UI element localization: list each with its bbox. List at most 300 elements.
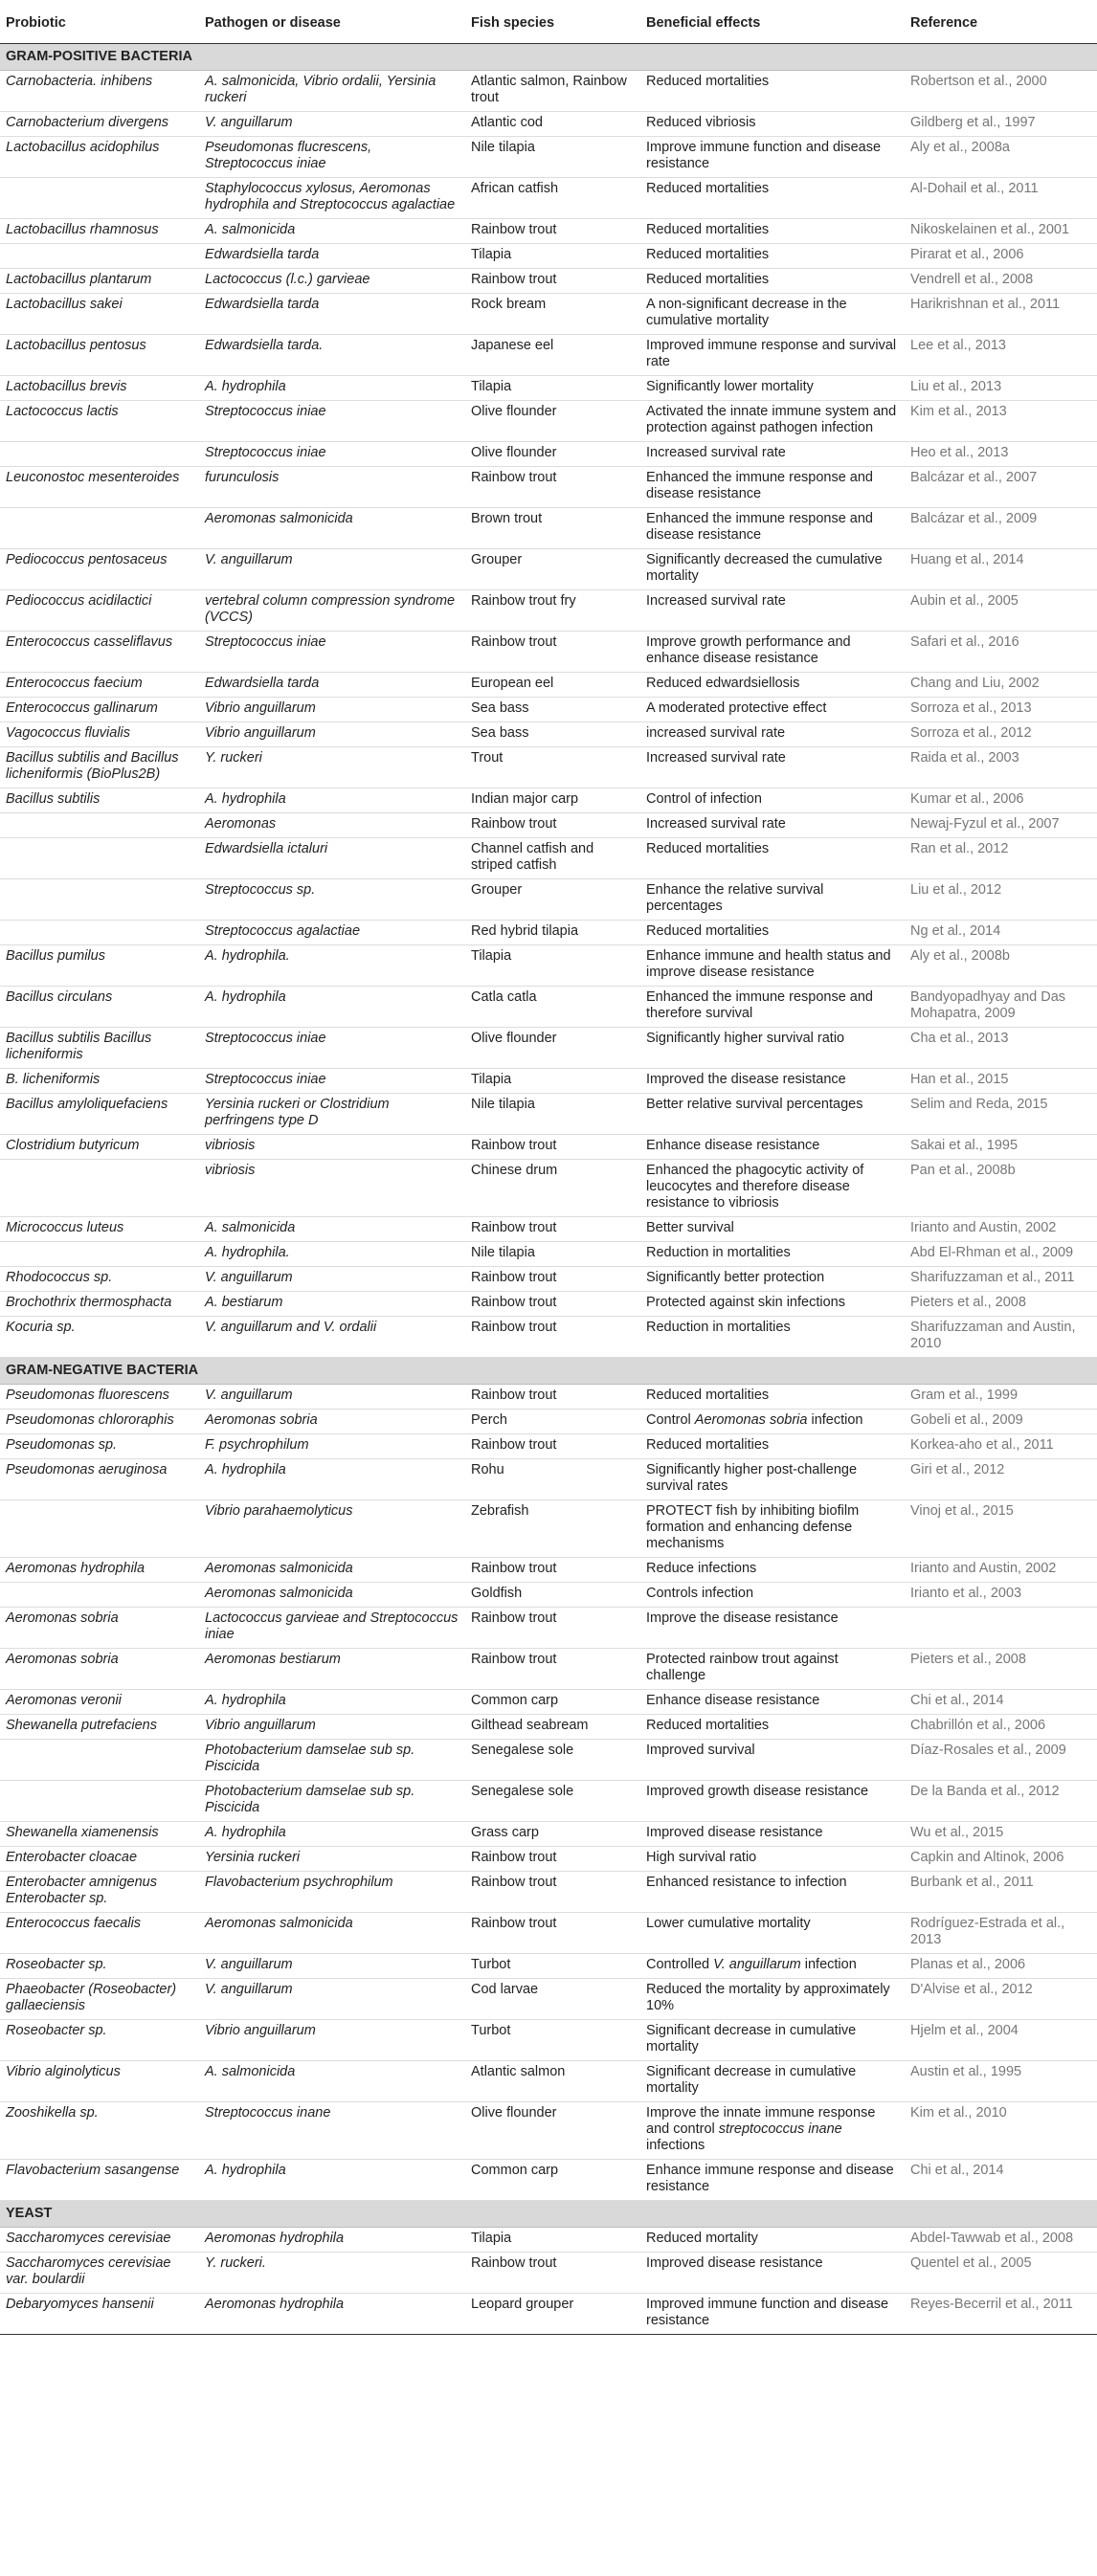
beneficial-effect-cell: Reduced mortalities — [640, 838, 905, 879]
beneficial-effect-cell — [640, 1410, 905, 1434]
probiotic-cell: Enterococcus casseliflavus — [0, 632, 199, 673]
probiotic-cell: Lactobacillus plantarum — [0, 269, 199, 294]
fish-species-cell: Rainbow trout — [465, 1872, 640, 1913]
reference-cell: Huang et al., 2014 — [905, 549, 1097, 590]
table-row — [0, 921, 1097, 945]
reference-cell: Kim et al., 2010 — [905, 2102, 1097, 2160]
probiotic-cell: Saccharomyces cerevisiae — [0, 2228, 199, 2253]
fish-species-cell: Rainbow trout — [465, 1847, 640, 1872]
beneficial-effect-cell: increased survival rate — [640, 722, 905, 747]
beneficial-effect-cell: Improved survival — [640, 1740, 905, 1781]
probiotic-cell: Pseudomonas aeruginosa — [0, 1459, 199, 1500]
pathogen-cell: A. hydrophila — [199, 1690, 465, 1715]
pathogen-cell: Pseudomonas flucrescens, Streptococcus iniae — [199, 137, 465, 178]
beneficial-effect-cell: Reduced mortalities — [640, 1434, 905, 1459]
header-beneficial-effects: Beneficial effects — [640, 0, 905, 44]
pathogen-cell: A. hydrophila — [199, 376, 465, 401]
reference-cell: Abd El-Rhman et al., 2009 — [905, 1242, 1097, 1267]
reference-cell: Wu et al., 2015 — [905, 1822, 1097, 1847]
fish-species-cell: Olive flounder — [465, 401, 640, 442]
table-row — [0, 1292, 1097, 1317]
pathogen-cell: A. hydrophila — [199, 2160, 465, 2201]
reference-cell: Gildberg et al., 1997 — [905, 112, 1097, 137]
probiotic-cell: Vibrio alginolyticus — [0, 2061, 199, 2102]
table-row — [0, 1317, 1097, 1358]
pathogen-cell: Vibrio anguillarum — [199, 722, 465, 747]
pathogen-cell: A. salmonicida, Vibrio ordalii, Yersinia ruckeri — [199, 71, 465, 112]
beneficial-effect-cell: Significantly better protection — [640, 1267, 905, 1292]
fish-species-cell: European eel — [465, 673, 640, 698]
probiotic-cell — [0, 508, 199, 549]
pathogen-cell: A. hydrophila. — [199, 945, 465, 987]
pathogen-cell: A. bestiarum — [199, 1292, 465, 1317]
beneficial-effect-cell: Improve growth performance and enhance disease resistance — [640, 632, 905, 673]
reference-cell: Aly et al., 2008b — [905, 945, 1097, 987]
pathogen-cell: furunculosis — [199, 467, 465, 508]
reference-cell: Planas et al., 2006 — [905, 1954, 1097, 1979]
header-reference: Reference — [905, 0, 1097, 44]
reference-cell: Quentel et al., 2005 — [905, 2253, 1097, 2294]
reference-cell: Pieters et al., 2008 — [905, 1292, 1097, 1317]
beneficial-effect-cell: Significantly lower mortality — [640, 376, 905, 401]
table-row — [0, 1740, 1097, 1781]
fish-species-cell: Olive flounder — [465, 1028, 640, 1069]
probiotic-cell — [0, 921, 199, 945]
pathogen-cell: Vibrio anguillarum — [199, 1715, 465, 1740]
beneficial-effect-cell: Enhance the relative survival percentages — [640, 879, 905, 921]
pathogen-cell: Flavobacterium psychrophilum — [199, 1872, 465, 1913]
table-row — [0, 178, 1097, 219]
table-row — [0, 747, 1097, 788]
effect-text: infection — [800, 1957, 857, 1972]
beneficial-effect-cell: Reduced the mortality by approximately 10% — [640, 1979, 905, 2020]
probiotic-cell: Roseobacter sp. — [0, 1954, 199, 1979]
reference-cell: Giri et al., 2012 — [905, 1459, 1097, 1500]
beneficial-effect-cell: Enhanced resistance to infection — [640, 1872, 905, 1913]
fish-species-cell: Tilapia — [465, 1069, 640, 1094]
table-row — [0, 1500, 1097, 1558]
effect-organism-name: V. anguillarum — [713, 1957, 801, 1972]
table-row — [0, 1608, 1097, 1649]
beneficial-effect-cell: Enhance disease resistance — [640, 1690, 905, 1715]
beneficial-effect-cell: Improved disease resistance — [640, 2253, 905, 2294]
pathogen-cell: Photobacterium damselae sub sp. Piscicida — [199, 1740, 465, 1781]
fish-species-cell: Tilapia — [465, 945, 640, 987]
table-row — [0, 549, 1097, 590]
beneficial-effect-cell: PROTECT fish by inhibiting biofilm formation and enhancing defense mechanisms — [640, 1500, 905, 1558]
reference-cell: Liu et al., 2013 — [905, 376, 1097, 401]
table-row — [0, 1434, 1097, 1459]
pathogen-cell: Streptococcus sp. — [199, 879, 465, 921]
pathogen-cell: Streptococcus iniae — [199, 401, 465, 442]
fish-species-cell: Rainbow trout fry — [465, 590, 640, 632]
pathogen-cell: Edwardsiella tarda — [199, 673, 465, 698]
effect-organism-name: Aeromonas sobria — [694, 1412, 808, 1428]
table-row — [0, 2061, 1097, 2102]
probiotic-cell — [0, 244, 199, 269]
probiotic-cell: Lactobacillus rhamnosus — [0, 219, 199, 244]
reference-cell: Reyes-Becerril et al., 2011 — [905, 2294, 1097, 2335]
pathogen-cell: Aeromonas salmonicida — [199, 508, 465, 549]
reference-cell: Korkea-aho et al., 2011 — [905, 1434, 1097, 1459]
beneficial-effect-cell: Control of infection — [640, 788, 905, 813]
pathogen-cell: Aeromonas hydrophila — [199, 2228, 465, 2253]
beneficial-effect-cell: Improve immune function and disease resistance — [640, 137, 905, 178]
probiotic-cell: Bacillus circulans — [0, 987, 199, 1028]
beneficial-effect-cell: Improved the disease resistance — [640, 1069, 905, 1094]
beneficial-effect-cell: Enhanced the immune response and disease resistance — [640, 508, 905, 549]
pathogen-cell: Photobacterium damselae sub sp. Piscicida — [199, 1781, 465, 1822]
pathogen-cell: Edwardsiella ictaluri — [199, 838, 465, 879]
beneficial-effect-cell: Improved immune function and disease resistance — [640, 2294, 905, 2335]
fish-species-cell: Rainbow trout — [465, 1649, 640, 1690]
reference-cell: D'Alvise et al., 2012 — [905, 1979, 1097, 2020]
pathogen-cell: Vibrio anguillarum — [199, 2020, 465, 2061]
probiotic-cell — [0, 1781, 199, 1822]
section-title: GRAM-NEGATIVE BACTERIA — [0, 1358, 1097, 1385]
pathogen-cell: vertebral column compression syndrome (VCCS) — [199, 590, 465, 632]
reference-cell — [905, 1608, 1097, 1649]
fish-species-cell: Japanese eel — [465, 335, 640, 376]
reference-cell: Chi et al., 2014 — [905, 2160, 1097, 2201]
reference-cell: Newaj-Fyzul et al., 2007 — [905, 813, 1097, 838]
fish-species-cell: Rainbow trout — [465, 1135, 640, 1160]
reference-cell: Balcázar et al., 2009 — [905, 508, 1097, 549]
probiotic-cell: Enterococcus faecium — [0, 673, 199, 698]
fish-species-cell: Senegalese sole — [465, 1740, 640, 1781]
reference-cell: Sharifuzzaman et al., 2011 — [905, 1267, 1097, 1292]
effect-text: infection — [807, 1412, 863, 1428]
table-row — [0, 1847, 1097, 1872]
reference-cell: Nikoskelainen et al., 2001 — [905, 219, 1097, 244]
header-row — [0, 0, 1097, 44]
table-row — [0, 788, 1097, 813]
reference-cell: Sakai et al., 1995 — [905, 1135, 1097, 1160]
reference-cell: Gram et al., 1999 — [905, 1385, 1097, 1410]
pathogen-cell: A. hydrophila. — [199, 1242, 465, 1267]
probiotic-cell: Carnobacteria. inhibens — [0, 71, 199, 112]
pathogen-cell: Streptococcus iniae — [199, 1028, 465, 1069]
beneficial-effect-cell: Enhanced the immune response and therefore survival — [640, 987, 905, 1028]
pathogen-cell: A. hydrophila — [199, 1822, 465, 1847]
probiotic-cell: Enterococcus faecalis — [0, 1913, 199, 1954]
table-row — [0, 112, 1097, 137]
table-row — [0, 2294, 1097, 2335]
fish-species-cell: Chinese drum — [465, 1160, 640, 1217]
table-row — [0, 632, 1097, 673]
beneficial-effect-cell: Enhance immune and health status and improve disease resistance — [640, 945, 905, 987]
fish-species-cell: Rainbow trout — [465, 632, 640, 673]
fish-species-cell: Channel catfish and striped catfish — [465, 838, 640, 879]
beneficial-effect-cell: Increased survival rate — [640, 590, 905, 632]
reference-cell: Pieters et al., 2008 — [905, 1649, 1097, 1690]
fish-species-cell: Rainbow trout — [465, 1558, 640, 1583]
reference-cell: Chabrillón et al., 2006 — [905, 1715, 1097, 1740]
beneficial-effect-cell: Controls infection — [640, 1583, 905, 1608]
beneficial-effect-cell: Lower cumulative mortality — [640, 1913, 905, 1954]
fish-species-cell: Nile tilapia — [465, 1094, 640, 1135]
fish-species-cell: Zebrafish — [465, 1500, 640, 1558]
fish-species-cell: Rock bream — [465, 294, 640, 335]
table-row — [0, 1583, 1097, 1608]
table-row — [0, 508, 1097, 549]
pathogen-cell: Aeromonas salmonicida — [199, 1913, 465, 1954]
effect-organism-name: streptococcus inane — [718, 2121, 842, 2137]
fish-species-cell: Rainbow trout — [465, 467, 640, 508]
fish-species-cell: Tilapia — [465, 244, 640, 269]
fish-species-cell: Rainbow trout — [465, 1385, 640, 1410]
probiotic-cell: Bacillus subtilis — [0, 788, 199, 813]
header-fish-species: Fish species — [465, 0, 640, 44]
table-body — [0, 44, 1097, 2335]
fish-species-cell: Atlantic salmon, Rainbow trout — [465, 71, 640, 112]
table-row — [0, 1690, 1097, 1715]
probiotic-cell: Micrococcus luteus — [0, 1217, 199, 1242]
pathogen-cell: Edwardsiella tarda — [199, 294, 465, 335]
table-row — [0, 1385, 1097, 1410]
pathogen-cell: Y. ruckeri — [199, 747, 465, 788]
fish-species-cell: Grass carp — [465, 1822, 640, 1847]
fish-species-cell: Rainbow trout — [465, 813, 640, 838]
beneficial-effect-cell: Increased survival rate — [640, 813, 905, 838]
table-row — [0, 879, 1097, 921]
probiotic-cell — [0, 879, 199, 921]
probiotic-cell: Bacillus amyloliquefaciens — [0, 1094, 199, 1135]
fish-species-cell: Turbot — [465, 1954, 640, 1979]
pathogen-cell: A. hydrophila — [199, 788, 465, 813]
table-row — [0, 813, 1097, 838]
fish-species-cell: Sea bass — [465, 722, 640, 747]
table-row — [0, 1028, 1097, 1069]
table-row — [0, 467, 1097, 508]
reference-cell: Sharifuzzaman and Austin, 2010 — [905, 1317, 1097, 1358]
probiotic-cell: Lactobacillus acidophilus — [0, 137, 199, 178]
section-header-row — [0, 1358, 1097, 1385]
fish-species-cell: Senegalese sole — [465, 1781, 640, 1822]
beneficial-effect-cell: A moderated protective effect — [640, 698, 905, 722]
fish-species-cell: African catfish — [465, 178, 640, 219]
pathogen-cell: Aeromonas salmonicida — [199, 1583, 465, 1608]
pathogen-cell: Streptococcus iniae — [199, 442, 465, 467]
table-row — [0, 1715, 1097, 1740]
fish-species-cell: Rainbow trout — [465, 2253, 640, 2294]
probiotic-cell: Flavobacterium sasangense — [0, 2160, 199, 2201]
table-row — [0, 137, 1097, 178]
pathogen-cell: A. salmonicida — [199, 1217, 465, 1242]
table-row — [0, 401, 1097, 442]
beneficial-effect-cell: High survival ratio — [640, 1847, 905, 1872]
reference-cell: Robertson et al., 2000 — [905, 71, 1097, 112]
fish-species-cell: Leopard grouper — [465, 2294, 640, 2335]
reference-cell: Abdel-Tawwab et al., 2008 — [905, 2228, 1097, 2253]
probiotic-cell — [0, 442, 199, 467]
probiotic-cell: Zooshikella sp. — [0, 2102, 199, 2160]
reference-cell: Austin et al., 1995 — [905, 2061, 1097, 2102]
fish-species-cell: Rainbow trout — [465, 1217, 640, 1242]
reference-cell: Rodríguez-Estrada et al., 2013 — [905, 1913, 1097, 1954]
probiotic-cell: Enterobacter amnigenus Enterobacter sp. — [0, 1872, 199, 1913]
reference-cell: Kim et al., 2013 — [905, 401, 1097, 442]
probiotic-cell: Lactococcus lactis — [0, 401, 199, 442]
pathogen-cell: F. psychrophilum — [199, 1434, 465, 1459]
table-row — [0, 2160, 1097, 2201]
fish-species-cell: Grouper — [465, 549, 640, 590]
beneficial-effect-cell: Reduced mortalities — [640, 921, 905, 945]
beneficial-effect-cell: Better survival — [640, 1217, 905, 1242]
probiotic-cell: Shewanella xiamenensis — [0, 1822, 199, 1847]
pathogen-cell: V. anguillarum — [199, 549, 465, 590]
table-row — [0, 2253, 1097, 2294]
fish-species-cell: Olive flounder — [465, 2102, 640, 2160]
fish-species-cell: Red hybrid tilapia — [465, 921, 640, 945]
table-row — [0, 376, 1097, 401]
pathogen-cell: V. anguillarum — [199, 1979, 465, 2020]
pathogen-cell: Aeromonas bestiarum — [199, 1649, 465, 1690]
table-row — [0, 1872, 1097, 1913]
effect-text: infections — [646, 2138, 705, 2153]
reference-cell: Liu et al., 2012 — [905, 879, 1097, 921]
reference-cell: Gobeli et al., 2009 — [905, 1410, 1097, 1434]
probiotic-cell: Lactobacillus brevis — [0, 376, 199, 401]
table-row — [0, 335, 1097, 376]
probiotic-cell: Debaryomyces hansenii — [0, 2294, 199, 2335]
beneficial-effect-cell: Reduced mortalities — [640, 219, 905, 244]
pathogen-cell: V. anguillarum — [199, 1954, 465, 1979]
beneficial-effect-cell: Reduction in mortalities — [640, 1317, 905, 1358]
pathogen-cell: V. anguillarum — [199, 1267, 465, 1292]
beneficial-effect-cell: Increased survival rate — [640, 442, 905, 467]
fish-species-cell: Brown trout — [465, 508, 640, 549]
reference-cell: Irianto et al., 2003 — [905, 1583, 1097, 1608]
beneficial-effect-cell: Improved disease resistance — [640, 1822, 905, 1847]
probiotic-cell — [0, 1583, 199, 1608]
table-row — [0, 1649, 1097, 1690]
beneficial-effect-cell: Protected rainbow trout against challenge — [640, 1649, 905, 1690]
table-row — [0, 269, 1097, 294]
reference-cell: Vendrell et al., 2008 — [905, 269, 1097, 294]
pathogen-cell: V. anguillarum and V. ordalii — [199, 1317, 465, 1358]
reference-cell: Selim and Reda, 2015 — [905, 1094, 1097, 1135]
fish-species-cell: Tilapia — [465, 2228, 640, 2253]
beneficial-effect-cell: Reduced mortalities — [640, 269, 905, 294]
pathogen-cell: Y. ruckeri. — [199, 2253, 465, 2294]
reference-cell: Harikrishnan et al., 2011 — [905, 294, 1097, 335]
reference-cell: Díaz-Rosales et al., 2009 — [905, 1740, 1097, 1781]
fish-species-cell: Gilthead seabream — [465, 1715, 640, 1740]
effect-text: Improve the innate immune response and control — [646, 2105, 876, 2137]
table-row — [0, 294, 1097, 335]
reference-cell: Burbank et al., 2011 — [905, 1872, 1097, 1913]
reference-cell: Heo et al., 2013 — [905, 442, 1097, 467]
beneficial-effect-cell: Increased survival rate — [640, 747, 905, 788]
table-row — [0, 1954, 1097, 1979]
probiotic-cell — [0, 1500, 199, 1558]
beneficial-effect-cell: Activated the innate immune system and protection against pathogen infection — [640, 401, 905, 442]
pathogen-cell: Streptococcus inane — [199, 2102, 465, 2160]
pathogen-cell: Yersinia ruckeri — [199, 1847, 465, 1872]
probiotic-cell: Pediococcus acidilactici — [0, 590, 199, 632]
reference-cell: Chi et al., 2014 — [905, 1690, 1097, 1715]
fish-species-cell: Atlantic cod — [465, 112, 640, 137]
table-row — [0, 2020, 1097, 2061]
beneficial-effect-cell: Reduced mortalities — [640, 1385, 905, 1410]
probiotic-cell: Bacillus subtilis Bacillus licheniformis — [0, 1028, 199, 1069]
fish-species-cell: Nile tilapia — [465, 1242, 640, 1267]
probiotic-cell: Lactobacillus sakei — [0, 294, 199, 335]
beneficial-effect-cell: Reduced mortalities — [640, 1715, 905, 1740]
beneficial-effect-cell: Enhanced the immune response and disease resistance — [640, 467, 905, 508]
probiotic-cell: Pseudomonas sp. — [0, 1434, 199, 1459]
probiotic-cell: Rhodococcus sp. — [0, 1267, 199, 1292]
pathogen-cell: vibriosis — [199, 1160, 465, 1217]
table-row — [0, 1160, 1097, 1217]
table-row — [0, 1410, 1097, 1434]
section-header-row — [0, 44, 1097, 71]
probiotic-cell: Aeromonas sobria — [0, 1649, 199, 1690]
beneficial-effect-cell: Enhance disease resistance — [640, 1135, 905, 1160]
reference-cell: Kumar et al., 2006 — [905, 788, 1097, 813]
reference-cell: Pirarat et al., 2006 — [905, 244, 1097, 269]
reference-cell: Aly et al., 2008a — [905, 137, 1097, 178]
reference-cell: Sorroza et al., 2013 — [905, 698, 1097, 722]
reference-cell: Vinoj et al., 2015 — [905, 1500, 1097, 1558]
table-row — [0, 590, 1097, 632]
table-row — [0, 673, 1097, 698]
beneficial-effect-cell — [640, 2102, 905, 2160]
probiotic-cell: Brochothrix thermosphacta — [0, 1292, 199, 1317]
fish-species-cell: Olive flounder — [465, 442, 640, 467]
probiotic-cell — [0, 813, 199, 838]
fish-species-cell: Goldfish — [465, 1583, 640, 1608]
probiotic-cell: Clostridium butyricum — [0, 1135, 199, 1160]
beneficial-effect-cell: Reduced mortalities — [640, 244, 905, 269]
table-row — [0, 71, 1097, 112]
pathogen-cell: A. hydrophila — [199, 987, 465, 1028]
reference-cell: Han et al., 2015 — [905, 1069, 1097, 1094]
beneficial-effect-cell: Improved growth disease resistance — [640, 1781, 905, 1822]
reference-cell: Balcázar et al., 2007 — [905, 467, 1097, 508]
table-row — [0, 1267, 1097, 1292]
table-row — [0, 1781, 1097, 1822]
beneficial-effect-cell: Improved immune response and survival rate — [640, 335, 905, 376]
reference-cell: Sorroza et al., 2012 — [905, 722, 1097, 747]
pathogen-cell: V. anguillarum — [199, 1385, 465, 1410]
fish-species-cell: Rainbow trout — [465, 1267, 640, 1292]
reference-cell: Chang and Liu, 2002 — [905, 673, 1097, 698]
fish-species-cell: Atlantic salmon — [465, 2061, 640, 2102]
effect-text: Control — [646, 1412, 695, 1428]
fish-species-cell: Rohu — [465, 1459, 640, 1500]
beneficial-effect-cell: Reduced mortalities — [640, 178, 905, 219]
beneficial-effect-cell: A non-significant decrease in the cumulative mortality — [640, 294, 905, 335]
probiotic-cell: Kocuria sp. — [0, 1317, 199, 1358]
fish-species-cell: Rainbow trout — [465, 1913, 640, 1954]
header-pathogen: Pathogen or disease — [199, 0, 465, 44]
pathogen-cell: Yersinia ruckeri or Clostridium perfringens type D — [199, 1094, 465, 1135]
fish-species-cell: Rainbow trout — [465, 1317, 640, 1358]
probiotic-cell: Pseudomonas fluorescens — [0, 1385, 199, 1410]
pathogen-cell: Edwardsiella tarda — [199, 244, 465, 269]
reference-cell: Pan et al., 2008b — [905, 1160, 1097, 1217]
fish-species-cell: Common carp — [465, 2160, 640, 2201]
probiotic-cell: Phaeobacter (Roseobacter) gallaeciensis — [0, 1979, 199, 2020]
fish-species-cell: Rainbow trout — [465, 1292, 640, 1317]
table-row — [0, 1913, 1097, 1954]
reference-cell: Cha et al., 2013 — [905, 1028, 1097, 1069]
probiotic-cell — [0, 1242, 199, 1267]
beneficial-effect-cell: Reduction in mortalities — [640, 1242, 905, 1267]
pathogen-cell: Staphylococcus xylosus, Aeromonas hydrophila and Streptococcus agalactiae — [199, 178, 465, 219]
